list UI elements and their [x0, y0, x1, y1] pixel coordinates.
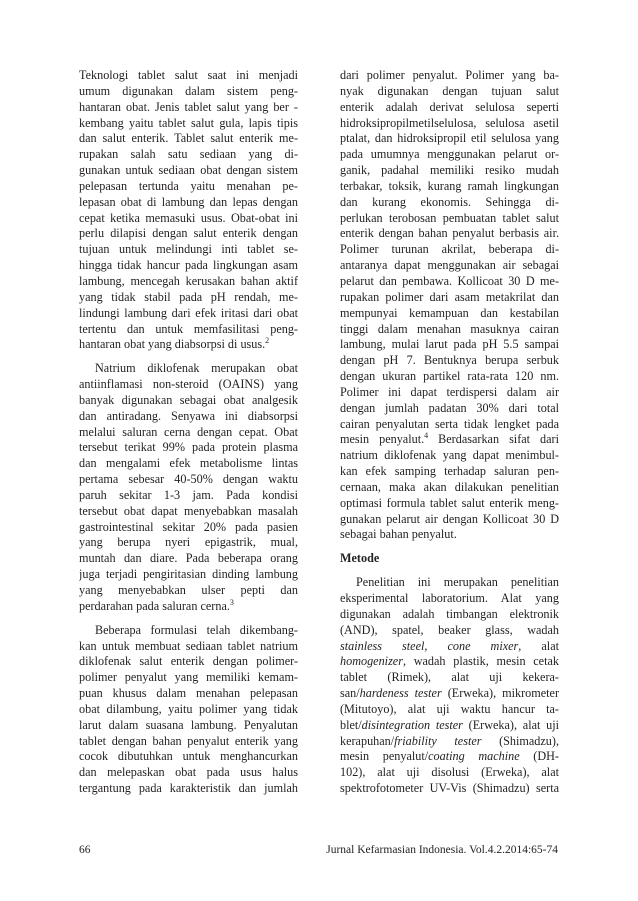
- italic-term: hardeness tester: [359, 686, 442, 701]
- text-line: enterik dengan bahan penyalut berbasis air.: [340, 226, 559, 241]
- text-line: perlu dilapisi dengan salut enterik dengan: [79, 226, 298, 241]
- text-line: tujuan untuk melindungi inti tablet se-: [79, 242, 298, 257]
- text-fragment: , alat: [518, 638, 559, 653]
- text-line: dengan pH 7. Bentuknya berupa serbuk: [340, 353, 559, 368]
- text-line: cernaan, maka akan dilakukan penelitian: [340, 479, 559, 494]
- text-line: (AND), spatel, beaker glass, wadah: [340, 622, 559, 637]
- text-line: yang berupa nyeri epigastrik, mual,: [79, 535, 298, 550]
- text-line: Polimer ini dapat terdispersi dalam air: [340, 384, 559, 399]
- text-line: [340, 686, 559, 702]
- text-line: tersebut terikat 99% pada protein plasma: [79, 440, 298, 455]
- text-line: gunakan pelarut air dengan Kollicoat 30 D: [340, 511, 559, 526]
- text-line: rupakan salah satu sediaan yang di-: [79, 147, 298, 162]
- text-line: lepasan obat di lambung dan lepas dengan: [79, 194, 298, 209]
- text-line: banyak digunakan sebagai obat analgesik: [79, 392, 298, 407]
- text-line: rupakan polimer dari asam metakrilat dan: [340, 289, 559, 304]
- italic-term: friability tester: [394, 733, 482, 748]
- text-line: dan mengalami efek metabolisme lintas: [79, 456, 298, 471]
- text-line: dengan ukuran partikel rata-rata 120 nm.: [340, 369, 559, 384]
- text-line: [340, 654, 559, 670]
- text-line: dan salut enterik. Tablet salut enterik me-: [79, 131, 298, 146]
- right-column: [340, 68, 559, 797]
- text-line: hidroksipropilmetilselulosa, selulosa asetil: [340, 115, 559, 130]
- text-line: (Mitutoyo), alat uji waktu hancur ta-: [340, 701, 559, 716]
- text-fragment: blet/: [340, 717, 362, 732]
- paragraph-gap: [340, 543, 559, 551]
- text-line: yang tidak stabil pada pH rendah, me-: [79, 289, 298, 304]
- text-line: muntah dan diare. Pada beberapa orang: [79, 551, 298, 566]
- text-line: yang menyebabkan ulser pepti dan: [79, 583, 298, 597]
- text-fragment: hantaran obat yang diabsorpsi di usus.: [79, 337, 266, 352]
- paragraph-gap: [340, 567, 559, 575]
- text-line: enterik adalah derivat selulosa seperti: [340, 99, 559, 114]
- text-fragment: (Erweka), alat uji: [462, 717, 559, 732]
- text-line: [340, 749, 559, 765]
- text-line: [340, 639, 559, 655]
- text-line: gunakan untuk sediaan obat dengan sistem: [79, 163, 298, 178]
- text-line: tertentu dan untuk memfasilitasi peng-: [79, 321, 298, 336]
- text-fragment: perdarahan pada saluran cerna.: [79, 598, 230, 613]
- journal-citation: Jurnal Kefarmasian Indonesia. Vol.4.2.2014:65-74: [326, 844, 558, 856]
- text-fragment: (Erweka), mikrometer: [441, 686, 559, 701]
- text-line: ganik, padahal memiliki resiko mudah: [340, 163, 559, 178]
- text-line: puan khusus dalam menahan pelepasan: [79, 686, 298, 701]
- text-line: digunakan adalah timbangan elektronik: [340, 606, 559, 621]
- text-line: Natrium diklofenak merupakan obat: [95, 361, 298, 376]
- text-line: pertama sebesar 40-50% dengan waktu: [79, 472, 298, 487]
- text-line: optimasi formula tablet salut enterik meng-: [340, 495, 559, 510]
- text-line: lambung, mulai larut pada pH 5.5 sampai: [340, 337, 559, 352]
- text-line: Teknologi tablet salut saat ini menjadi: [79, 68, 298, 82]
- text-fragment: kerapuhan/: [340, 733, 395, 748]
- reference-superscript: 3: [229, 597, 234, 607]
- text-fragment: ,: [424, 638, 448, 653]
- text-line: pada umumnya menggunakan pelarut or-: [340, 147, 559, 162]
- text-line: gastrointestinal sekitar 20% pada pasien: [79, 519, 298, 534]
- text-line: dan antiradang. Senyawa ini diabsorpsi: [79, 408, 298, 423]
- italic-term: homogenizer: [340, 654, 403, 669]
- text-line: 102), alat uji disolusi (Erweka), alat: [340, 765, 559, 780]
- text-line: dan melepaskan obat pada usus halus: [79, 765, 298, 780]
- text-line: natrium diklofenak yang dapat menimbul-: [340, 448, 559, 463]
- text-line: terbakar, toksik, kurang ramah lingkungan: [340, 178, 559, 193]
- page-number: 66: [79, 844, 91, 856]
- text-fragment: (DH-: [519, 749, 559, 764]
- section-heading: Metode: [340, 551, 380, 566]
- text-line: cocok dibutuhkan untuk menghancurkan: [79, 749, 298, 764]
- text-line: eksperimental laboratorium. Alat yang: [340, 591, 559, 605]
- text-line: paruh sekitar 1-3 jam. Pada kondisi: [79, 487, 298, 502]
- text-fragment: mesin penyalut/: [340, 749, 429, 764]
- paragraph-gap: [79, 615, 298, 623]
- text-fragment: Berdasarkan sifat dari: [428, 432, 559, 447]
- text-line: obat dilambung, yaitu polimer yang tidak: [79, 701, 298, 716]
- text-line: antaranya dapat menggunakan air sebagai: [340, 258, 559, 273]
- text-line: [340, 718, 559, 734]
- text-line: ptalat, dan hidroksipropil etil selulosa yang: [340, 131, 559, 146]
- text-line: juga terjadi pengiritasian dinding lambung: [79, 567, 298, 582]
- text-line: perlukan terobosan pembuatan tablet salut: [340, 210, 559, 225]
- text-line: dari polimer penyalut. Polimer yang ba-: [340, 68, 559, 82]
- text-line: antiinflamasi non-steroid (OAINS) yang: [79, 377, 298, 392]
- text-fragment: , wadah plastik, mesin cetak: [402, 654, 559, 669]
- text-line: tablet (Rimek), alat uji kekera-: [340, 670, 559, 685]
- text-line: tablet dengan bahan penyalut enterik yang: [79, 733, 298, 748]
- text-line: dan kurang ekonomis. Sehingga di-: [340, 194, 559, 209]
- text-line: [340, 734, 559, 750]
- text-line: lindungi lambung dari efek iritasi dari obat: [79, 305, 298, 320]
- text-line: larut dalam suasana lambung. Penyalutan: [79, 717, 298, 732]
- text-line: tersebut obat dapat menyebabkan masalah: [79, 503, 298, 518]
- text-line: kan efek samping terhadap saluran pen-: [340, 464, 559, 479]
- text-fragment: mesin penyalut.: [340, 432, 425, 447]
- text-line: sebagai bahan penyalut.: [340, 527, 457, 542]
- text-line: Penelitian ini merupakan penelitian: [356, 575, 559, 590]
- italic-term: stainless steel: [340, 638, 425, 653]
- text-line: tinggi dalam menahan masuknya cairan: [340, 321, 559, 336]
- text-line: [340, 432, 559, 448]
- text-line: cepat ketika memasuki usus. Obat-obat ini: [79, 210, 298, 225]
- text-line: mempunyai kemampuan dan kestabilan: [340, 305, 559, 320]
- text-line: kan untuk membuat sediaan tablet natrium: [79, 638, 298, 653]
- text-line: hingga tidak hancur pada lingkungan asam: [79, 258, 298, 273]
- text-line: hantaran obat. Jenis tablet salut yang ber -: [79, 99, 298, 114]
- text-fragment: san/: [340, 686, 360, 701]
- italic-term: cone mixer: [447, 638, 519, 653]
- text-line: kembang yaitu tablet salut gula, lapis tipis: [79, 115, 298, 130]
- text-line: nyak digunakan dengan tujuan salut: [340, 83, 559, 98]
- text-line: [79, 599, 298, 615]
- reference-superscript: 2: [265, 336, 270, 346]
- text-line: diklofenak salut enterik dengan polimer-: [79, 654, 298, 669]
- text-line: Beberapa formulasi telah dikembang-: [95, 622, 298, 637]
- italic-term: coating machine: [428, 749, 520, 764]
- text-line: pelepasan tertunda yaitu menahan pe-: [79, 178, 298, 193]
- text-line: tergantung pada karakteristik dan jumlah: [79, 781, 298, 796]
- text-line: [79, 337, 298, 353]
- text-line: dengan jumlah padatan 30% dari total: [340, 400, 559, 415]
- text-line: melalui saluran cerna dengan cepat. Obat: [79, 424, 298, 439]
- left-column: [79, 68, 298, 797]
- reference-superscript: 4: [424, 432, 429, 441]
- text-line: Polimer turunan akrilat, beberapa di-: [340, 242, 559, 257]
- text-line: umum digunakan dalam sistem peng-: [79, 83, 298, 98]
- paragraph-gap: [79, 353, 298, 361]
- text-line: spektrofotometer UV-Vis (Shimadzu) serta: [340, 781, 559, 796]
- text-line: polimer penyalut yang memiliki kemam-: [79, 670, 298, 685]
- text-line: cairan penyalutan serta tidak lengket pada: [340, 416, 559, 431]
- text-line: lambung, mencegah kerusakan bahan aktif: [79, 273, 298, 288]
- text-line: pelarut dan pembawa. Kollicoat 30 D me-: [340, 273, 559, 288]
- italic-term: disintegration tester: [361, 717, 463, 732]
- text-fragment: (Shimadzu),: [481, 733, 559, 748]
